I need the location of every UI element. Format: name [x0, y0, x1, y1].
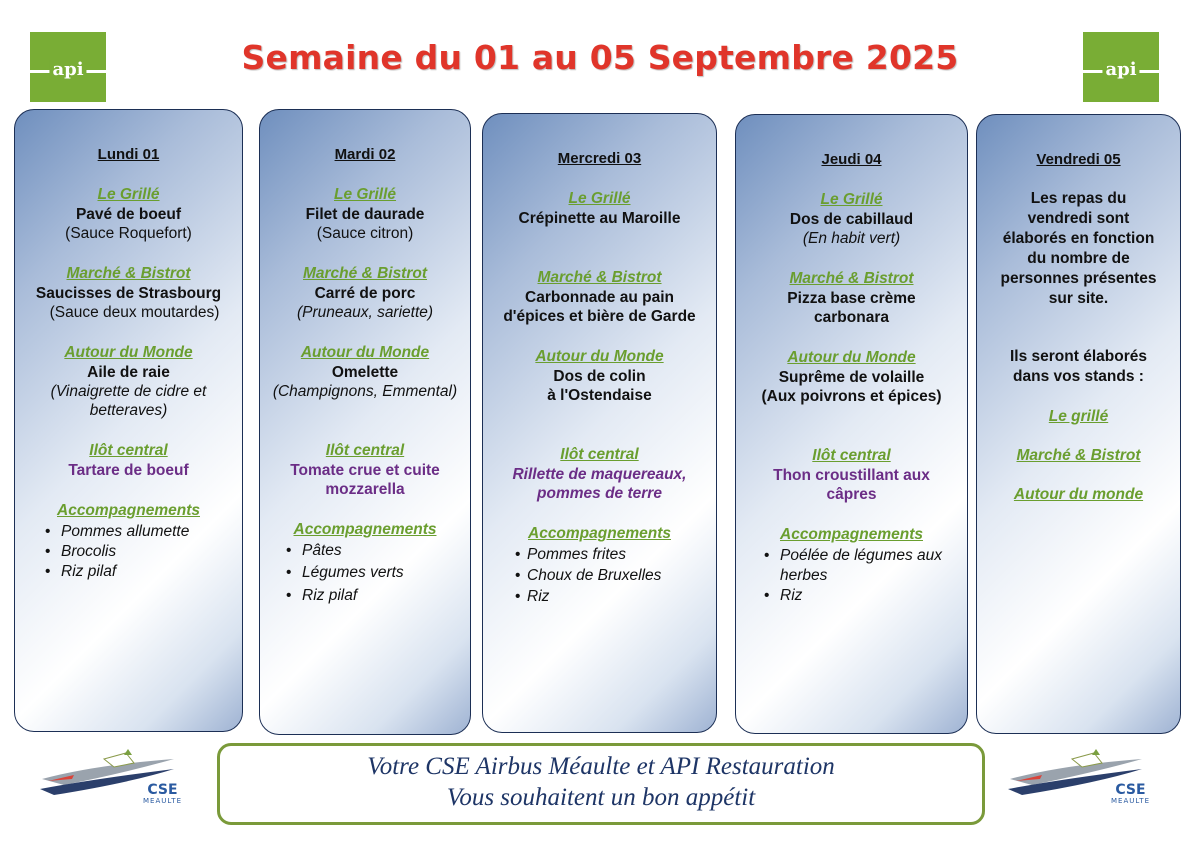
- day-card-lundi: [14, 109, 243, 732]
- cse-text-small: MEAULTE: [142, 797, 182, 805]
- list-item: • Riz: [513, 587, 716, 607]
- category-marche: Marché & Bistrot: [537, 269, 662, 286]
- sides-list: [483, 545, 716, 607]
- list-item: • Pommes allumette: [41, 522, 242, 542]
- list-item: • Choux de Bruxelles: [513, 566, 716, 586]
- dish: câpres: [826, 486, 877, 503]
- category-ilot: Ilôt central: [89, 442, 168, 459]
- page-title: Semaine du 01 au 05 Septembre 2025: [241, 38, 959, 77]
- day-card-mardi: [259, 109, 471, 735]
- dish: à l'Ostendaise: [547, 387, 652, 404]
- dish: Thon croustillant aux: [773, 467, 930, 484]
- day-title: Mercredi 03: [557, 150, 642, 167]
- cse-logo-right: [1002, 745, 1152, 817]
- category-marche: Marché & Bistrot: [66, 265, 191, 282]
- text-line: personnes présentes: [1000, 270, 1157, 287]
- cse-logo-left: [34, 745, 184, 817]
- dish: Tartare de boeuf: [68, 462, 189, 479]
- dish: Rillette de maquereaux,: [512, 466, 687, 483]
- dish: Omelette: [331, 364, 399, 381]
- sides-list: [260, 541, 470, 606]
- day-title: Mardi 02: [334, 146, 396, 163]
- api-logo-text: api: [49, 60, 86, 80]
- dish: Dos de colin: [553, 368, 646, 385]
- footer-line-2: Vous souhaitent un bon appétit: [446, 784, 756, 811]
- dish-detail: betteraves): [89, 402, 168, 419]
- dish: Filet de daurade: [305, 206, 425, 223]
- friday-info: [977, 189, 1180, 309]
- dish: (Aux poivrons et épices): [761, 388, 942, 405]
- dish: Crépinette au Maroille: [518, 210, 681, 227]
- category-accompagnements: Accompagnements: [57, 502, 200, 519]
- dish: pommes de terre: [537, 485, 662, 502]
- list-item: • Brocolis: [41, 542, 242, 562]
- api-logo-text: api: [1102, 60, 1139, 80]
- category-monde: Autour du Monde: [64, 344, 193, 361]
- category-ilot: Ilôt central: [560, 446, 639, 463]
- footer-message: [217, 743, 985, 825]
- category-monde: Autour du Monde: [787, 349, 916, 366]
- list-item: • Pâtes: [282, 541, 470, 561]
- text-line: dans vos stands :: [1013, 368, 1144, 385]
- category-ilot: Ilôt central: [325, 442, 405, 459]
- category-grille: Le Grillé: [97, 186, 160, 203]
- dish-detail: (Vinaigrette de cidre et: [50, 383, 207, 400]
- stand-marche: Marché & Bistrot: [1016, 447, 1141, 464]
- cse-text-small: MEAULTE: [1110, 797, 1150, 805]
- text-line: du nombre de: [1027, 250, 1130, 267]
- day-title: Jeudi 04: [821, 151, 882, 168]
- stand-monde: Autour du monde: [1013, 486, 1144, 503]
- category-grille: Le Grillé: [333, 186, 397, 203]
- list-item: • Riz: [760, 586, 961, 606]
- stand-grille: Le grillé: [1048, 408, 1109, 425]
- dish: carbonara: [814, 309, 889, 326]
- dish: d'épices et bière de Garde: [503, 308, 696, 325]
- cse-wordmark: [143, 783, 182, 806]
- category-marche: Marché & Bistrot: [302, 265, 428, 282]
- dish-detail: (Sauce citron): [316, 225, 414, 242]
- day-card-jeudi: [735, 114, 968, 734]
- api-logo-right: [1083, 32, 1159, 102]
- text-line: Ils seront élaborés: [1010, 348, 1147, 365]
- dish: Aile de raie: [87, 364, 170, 381]
- category-accompagnements: Accompagnements: [528, 525, 671, 542]
- cse-text-big: CSE: [1115, 782, 1146, 798]
- dish: Tomate crue et cuite: [290, 462, 440, 479]
- dish-detail: (Champignons, Emmental): [272, 383, 458, 400]
- friday-info-stands: [977, 347, 1180, 387]
- dish: Pavé de boeuf: [75, 206, 182, 223]
- category-monde: Autour du Monde: [535, 348, 664, 365]
- category-marche: Marché & Bistrot: [789, 270, 914, 287]
- text-line: élaborés en fonction: [1002, 230, 1155, 247]
- day-title: Vendredi 05: [1036, 151, 1121, 168]
- category-monde: Autour du Monde: [300, 344, 430, 361]
- text-line: Les repas du: [1030, 190, 1127, 207]
- day-title: Lundi 01: [97, 146, 160, 163]
- day-card-mercredi: [482, 113, 717, 733]
- cse-wordmark: [1111, 783, 1150, 806]
- day-card-vendredi: [976, 114, 1181, 734]
- footer-line-1: Votre CSE Airbus Méaulte et API Restauration: [367, 753, 835, 780]
- cse-text-big: CSE: [147, 782, 178, 798]
- dish: Dos de cabillaud: [789, 211, 914, 228]
- list-item: • Riz pilaf: [282, 586, 470, 606]
- dish-detail: (Sauce Roquefort): [65, 225, 192, 242]
- dish-detail: (Sauce deux moutardes): [49, 304, 220, 321]
- dish: Pizza base crème: [787, 290, 916, 307]
- dish-detail: (En habit vert): [802, 230, 901, 247]
- category-grille: Le Grillé: [568, 190, 631, 207]
- dish: Carré de porc: [314, 285, 416, 302]
- sides-list: [15, 522, 242, 582]
- dish-detail: (Pruneaux, sariette): [296, 304, 434, 321]
- sides-list: [736, 546, 967, 606]
- text-line: vendredi sont: [1027, 210, 1130, 227]
- list-item: • Poélée de légumes aux herbes: [760, 546, 961, 586]
- list-item: • Légumes verts: [282, 563, 470, 583]
- category-ilot: Ilôt central: [812, 447, 891, 464]
- category-accompagnements: Accompagnements: [293, 521, 437, 538]
- list-item: • Riz pilaf: [41, 562, 242, 582]
- category-accompagnements: Accompagnements: [780, 526, 923, 543]
- dish: mozzarella: [325, 481, 405, 498]
- dish: Carbonnade au pain: [525, 289, 674, 306]
- list-item: • Pommes frites: [513, 545, 716, 565]
- dish: Suprême de volaille: [778, 369, 925, 386]
- text-line: sur site.: [1048, 290, 1109, 307]
- dish: Saucisses de Strasbourg: [35, 285, 222, 302]
- category-grille: Le Grillé: [820, 191, 883, 208]
